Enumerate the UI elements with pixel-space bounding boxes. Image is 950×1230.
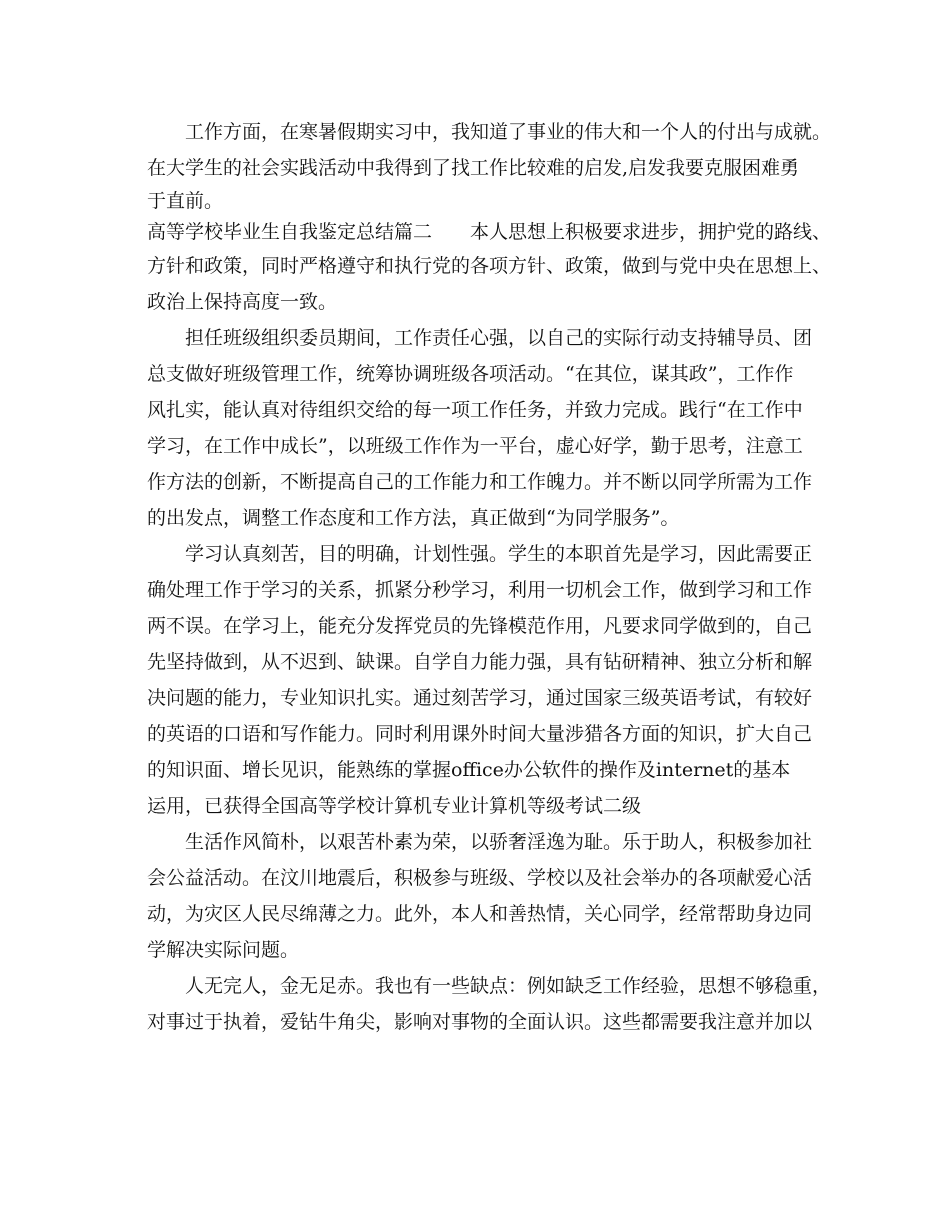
text-line: 政治上保持高度一致。 <box>147 291 338 313</box>
text-line: 生活作风简朴，以艰苦朴素为荣，以骄奢淫逸为耻。乐于助人，积极参加社 <box>185 831 813 853</box>
text-line: 运用，已获得全国高等学校计算机专业计算机等级考试二级 <box>147 795 642 817</box>
text-line: 于直前。 <box>147 190 224 212</box>
text-line: 学解决实际问题。 <box>147 939 300 961</box>
section-heading-line: 高等学校毕业生自我鉴定总结篇二 本人思想上积极要求进步，拥护党的路线、 <box>147 221 832 243</box>
text-line: 确处理工作于学习的关系，抓紧分秒学习，利用一切机会工作，做到学习和工作 <box>147 579 813 601</box>
text-line: 学习，在工作中成长”，以班级工作作为一平台，虚心好学，勤于思考，注意工 <box>147 435 803 457</box>
text-line: 动，为灾区人民尽绵薄之力。此外，本人和善热情，关心同学，经常帮助身边同 <box>147 903 813 925</box>
text-line: 人无完人，金无足赤。我也有一些缺点：例如缺乏工作经验，思想不够稳重， <box>185 975 832 997</box>
text-line: 两不误。在学习上，能充分发挥党员的先锋模范作用，凡要求同学做到的，自己 <box>147 615 813 637</box>
text-line: 方针和政策，同时严格遵守和执行党的各项方针、政策，做到与党中央在思想上、 <box>147 255 832 277</box>
text-line: 先坚持做到，从不迟到、缺课。自学自力能力强，具有钻研精神、独立分析和解 <box>147 651 813 673</box>
text-line: 决问题的能力，专业知识扎实。通过刻苦学习，通过国家三级英语考试，有较好 <box>147 687 813 709</box>
text-line: 的知识面、增长见识，能熟练的掌握office办公软件的操作及internet的基本 <box>147 759 791 781</box>
text-line: 的英语的口语和写作能力。同时利用课外时间大量涉猎各方面的知识，扩大自己 <box>147 723 813 745</box>
text-line: 会公益活动。在汶川地震后，积极参与班级、学校以及社会举办的各项献爱心活 <box>147 867 813 889</box>
text-line: 担任班级组织委员期间，工作责任心强，以自己的实际行动支持辅导员、团 <box>185 327 813 349</box>
text-line: 的出发点，调整工作态度和工作方法，真正做到“为同学服务”。 <box>147 507 680 529</box>
text-line: 对事过于执着，爱钻牛角尖，影响对事物的全面认识。这些都需要我注意并加以 <box>147 1011 813 1033</box>
text-line: 风扎实，能认真对待组织交给的每一项工作任务，并致力完成。践行“在工作中 <box>147 399 803 421</box>
text-line: 在大学生的社会实践活动中我得到了找工作比较难的启发,启发我要克服困难勇 <box>147 157 800 179</box>
document-body <box>147 114 832 1040</box>
text-line: 工作方面，在寒暑假期实习中，我知道了事业的伟大和一个人的付出与成就。 <box>185 121 832 143</box>
text-line: 总支做好班级管理工作，统筹协调班级各项活动。“在其位，谋其政”，工作作 <box>147 363 794 385</box>
text-line: 作方法的创新，不断提高自己的工作能力和工作魄力。并不断以同学所需为工作 <box>147 471 813 493</box>
text-line: 学习认真刻苦，目的明确，计划性强。学生的本职首先是学习，因此需要正 <box>185 543 813 565</box>
